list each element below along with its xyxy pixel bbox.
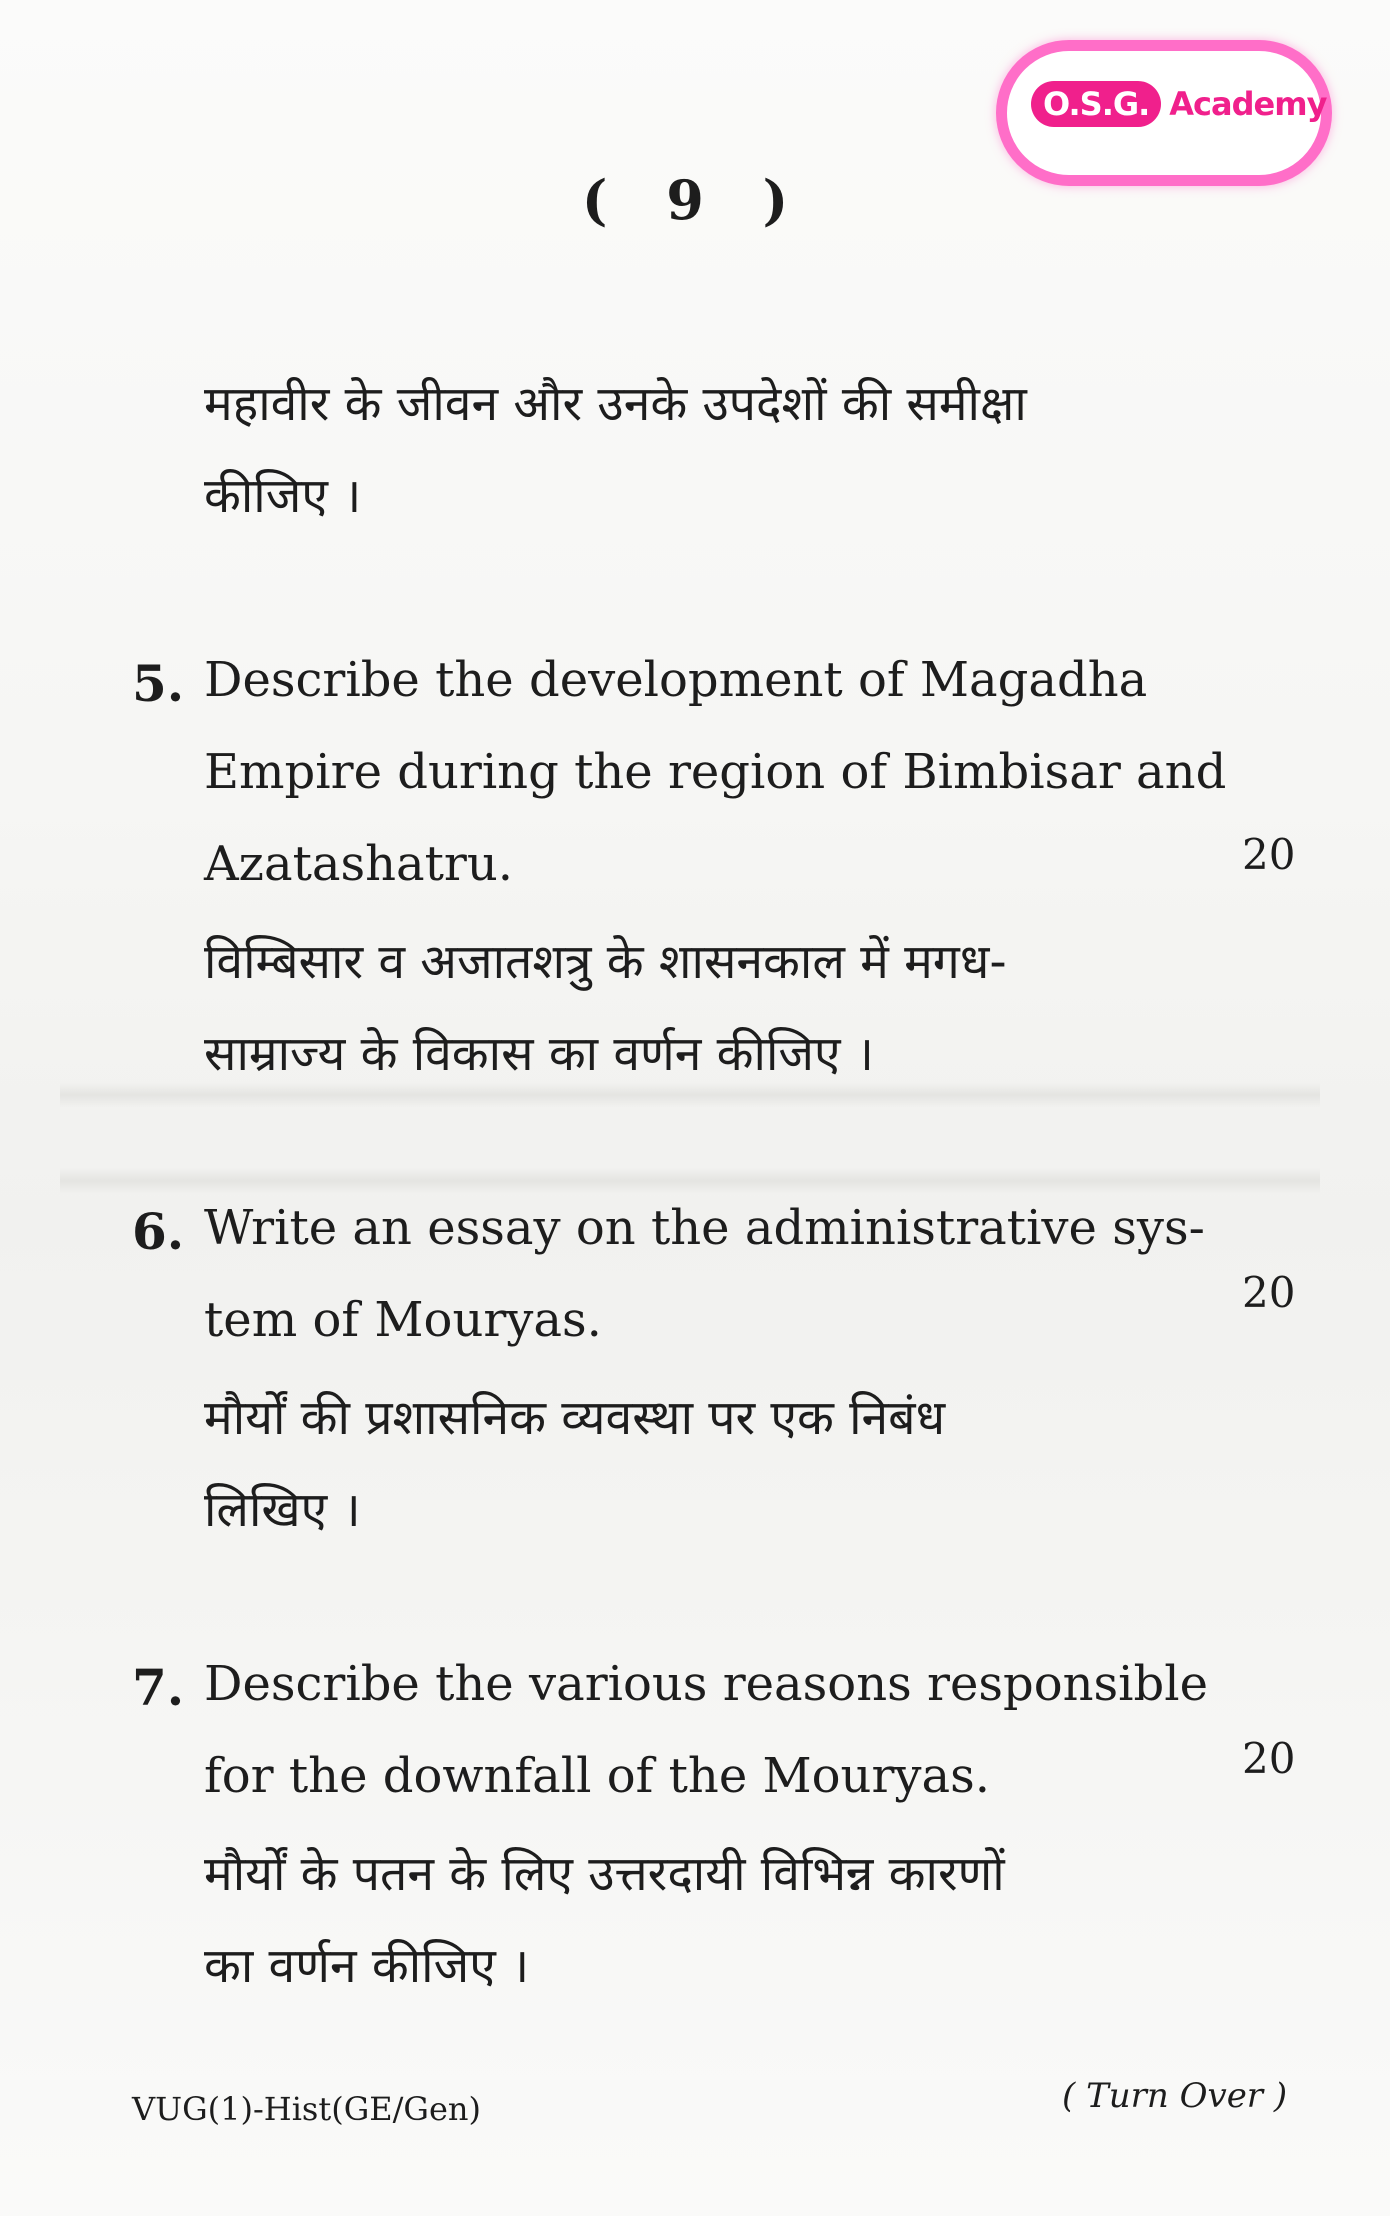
hindi-line: लिखिए । (204, 1482, 361, 1538)
question-marks: 20 (1242, 830, 1296, 879)
english-line: Empire during the region of Bimbisar and (204, 744, 1227, 800)
paper-crease (60, 1168, 1320, 1194)
english-line: for the downfall of the Mouryas. (204, 1748, 991, 1804)
question-5-block (204, 652, 1227, 1112)
intro-hindi-block (204, 370, 1224, 554)
paper-code: VUG(1)-Hist(GE/Gen) (132, 2090, 481, 2128)
turn-over-label: ( Turn Over ) (1062, 2076, 1288, 2116)
question-7-block (204, 1656, 1224, 2024)
question-number: 6. (132, 1202, 185, 1261)
hindi-line: विम्बिसार व अजातशत्रु के शासनकाल में मगध- (204, 934, 1007, 990)
question-marks: 20 (1242, 1734, 1296, 1783)
english-line: tem of Mouryas. (204, 1292, 602, 1348)
question-marks: 20 (1242, 1268, 1296, 1317)
english-line: Describe the various reasons responsible (204, 1656, 1208, 1712)
hindi-line: मौर्यों के पतन के लिए उत्तरदायी विभिन्न कारणों (204, 1846, 1005, 1902)
badge-academy-label: Academy (1169, 85, 1327, 123)
hindi-line: का वर्णन कीजिए । (204, 1938, 530, 1994)
english-line: Azatashatru. (204, 836, 514, 892)
hindi-line: मौर्यों की प्रशासनिक व्यवस्था पर एक निबंध (204, 1390, 946, 1446)
question-number: 5. (132, 654, 185, 713)
hindi-line: कीजिए । (204, 468, 362, 524)
badge-osg-label: O.S.G. (1031, 81, 1161, 127)
academy-watermark-badge (996, 40, 1332, 186)
hindi-line: साम्राज्य के विकास का वर्णन कीजिए । (204, 1026, 874, 1082)
english-line: Write an essay on the administrative sys- (204, 1200, 1205, 1256)
question-number: 7. (132, 1658, 185, 1717)
hindi-line: महावीर के जीवन और उनके उपदेशों की समीक्षा (204, 376, 1027, 432)
english-line: Describe the development of Magadha (204, 652, 1148, 708)
page-number: ( 9 ) (581, 168, 809, 232)
question-6-block (204, 1200, 1224, 1568)
